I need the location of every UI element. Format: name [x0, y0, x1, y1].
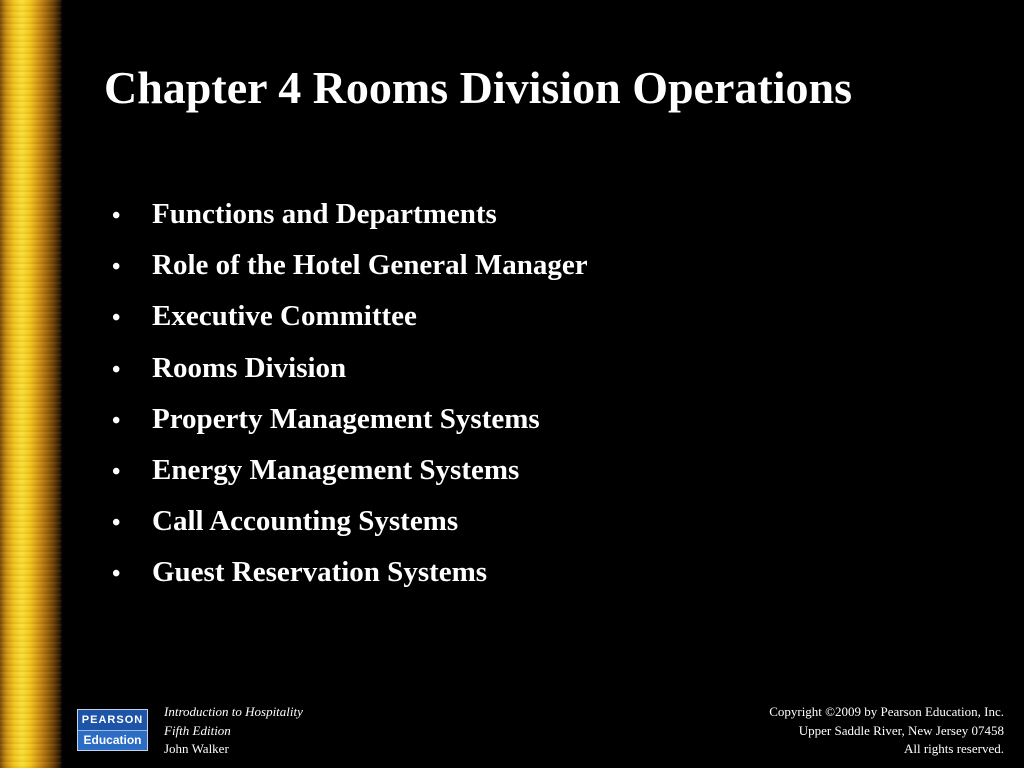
- bullet-icon: •: [112, 459, 121, 486]
- book-info: [164, 703, 303, 759]
- slide-title: Chapter 4 Rooms Division Operations: [104, 62, 852, 113]
- bullet-text: Role of the Hotel General Manager: [152, 249, 588, 282]
- bullet-text: Executive Committee: [152, 300, 417, 333]
- gold-accent-bar: [0, 0, 62, 768]
- list-item: [112, 241, 588, 292]
- book-title: Introduction to Hospitality: [164, 704, 303, 719]
- bullet-icon: •: [112, 254, 121, 281]
- bullet-icon: •: [112, 407, 121, 434]
- list-item: [112, 292, 588, 343]
- bullet-text: Functions and Departments: [152, 198, 497, 230]
- list-item: [112, 395, 588, 446]
- logo-top-text: PEARSON: [78, 710, 147, 731]
- list-item: [112, 497, 588, 548]
- bullet-text: Energy Management Systems: [152, 454, 520, 487]
- book-author: John Walker: [164, 741, 229, 756]
- bullet-text: Property Management Systems: [152, 402, 540, 435]
- bullet-icon: •: [112, 305, 121, 332]
- bullet-icon: •: [112, 510, 121, 537]
- copyright-line: Copyright ©2009 by Pearson Education, Inc.: [769, 704, 1004, 719]
- bullet-icon: •: [112, 561, 121, 588]
- bullet-text: Call Accounting Systems: [152, 505, 459, 538]
- list-item: [112, 548, 588, 599]
- pearson-logo: [77, 709, 148, 751]
- rights-line: All rights reserved.: [903, 741, 1004, 756]
- bullet-text: Rooms Division: [152, 351, 347, 384]
- bullet-text: Guest Reservation Systems: [152, 556, 488, 589]
- address-line: Upper Saddle River, New Jersey 07458: [798, 722, 1004, 738]
- bullet-list: [112, 190, 588, 600]
- list-item: [112, 344, 588, 395]
- list-item: [112, 190, 588, 241]
- copyright-notice: [769, 703, 1004, 759]
- logo-bottom-text: Education: [78, 731, 147, 751]
- bullet-icon: •: [112, 203, 121, 229]
- list-item: [112, 446, 588, 497]
- book-edition: Fifth Edition: [164, 722, 231, 738]
- bullet-icon: •: [112, 356, 121, 383]
